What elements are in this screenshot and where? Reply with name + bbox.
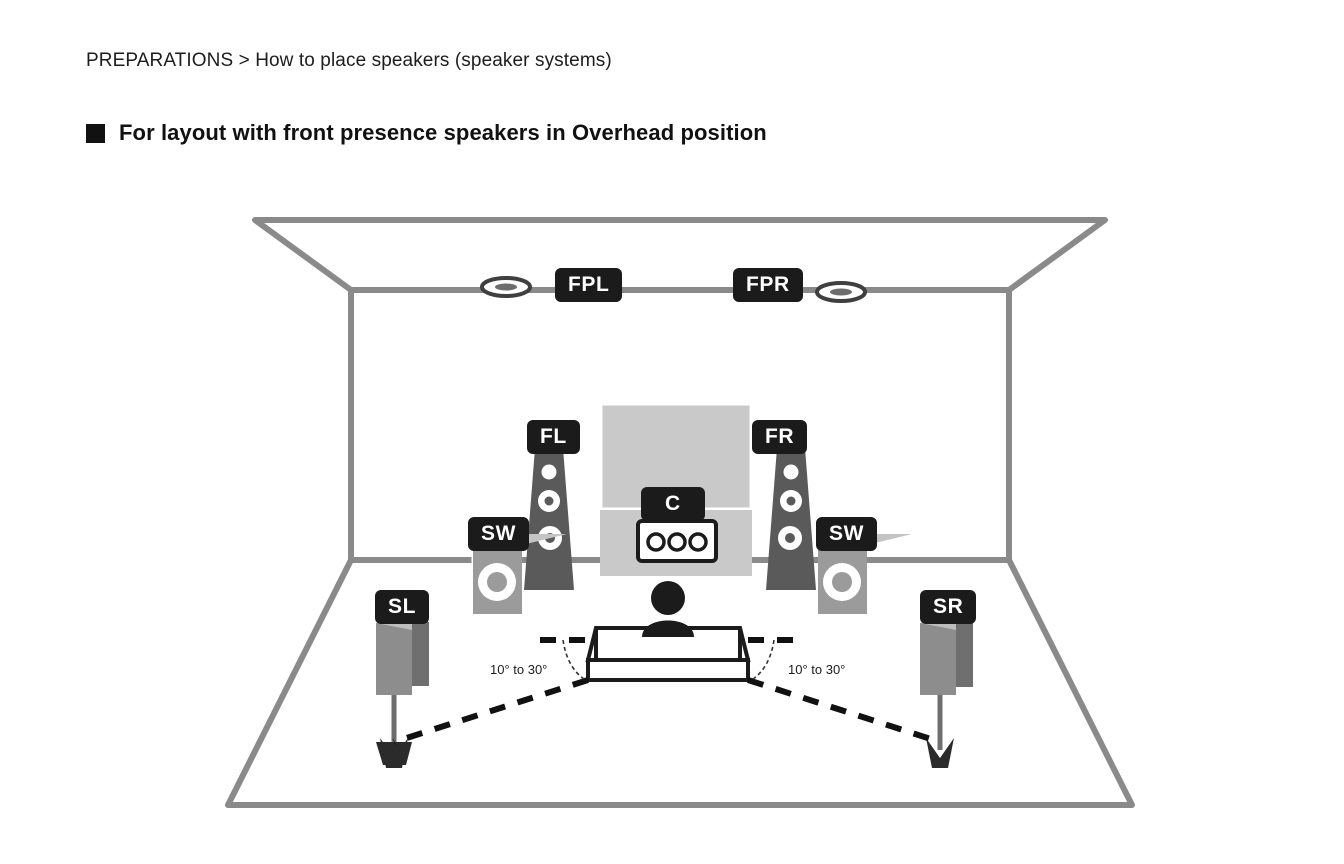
front-right-speaker-icon <box>766 448 816 590</box>
page-title: For layout with front presence speakers in Overhead position <box>119 120 767 145</box>
label-fpr: FPR <box>733 268 803 302</box>
section-heading <box>86 120 767 146</box>
overhead-speaker-right-icon <box>817 283 865 301</box>
speaker-layout-diagram <box>180 190 1180 830</box>
surround-left-speaker-icon <box>376 615 429 768</box>
label-fpl: FPL <box>555 268 622 302</box>
label-c: C <box>641 487 705 521</box>
annotation-angle-left: 10° to 30° <box>490 662 548 677</box>
filled-square-icon <box>86 124 105 143</box>
label-sr: SR <box>920 590 976 624</box>
annotation-angle-right: 10° to 30° <box>788 662 846 677</box>
angle-arc-left <box>563 640 584 679</box>
listener-icon <box>642 581 694 637</box>
front-left-speaker-icon <box>524 448 574 590</box>
breadcrumb: PREPARATIONS > How to place speakers (speaker systems) <box>86 50 612 71</box>
label-sw-left: SW <box>468 517 529 551</box>
overhead-speaker-left-icon <box>482 278 530 296</box>
surround-right-speaker-icon <box>920 615 973 768</box>
center-speaker-icon <box>638 521 716 561</box>
angle-arc-right <box>753 640 774 679</box>
label-fr: FR <box>752 420 807 454</box>
label-fl: FL <box>527 420 580 454</box>
label-sl: SL <box>375 590 429 624</box>
label-sw-right: SW <box>816 517 877 551</box>
